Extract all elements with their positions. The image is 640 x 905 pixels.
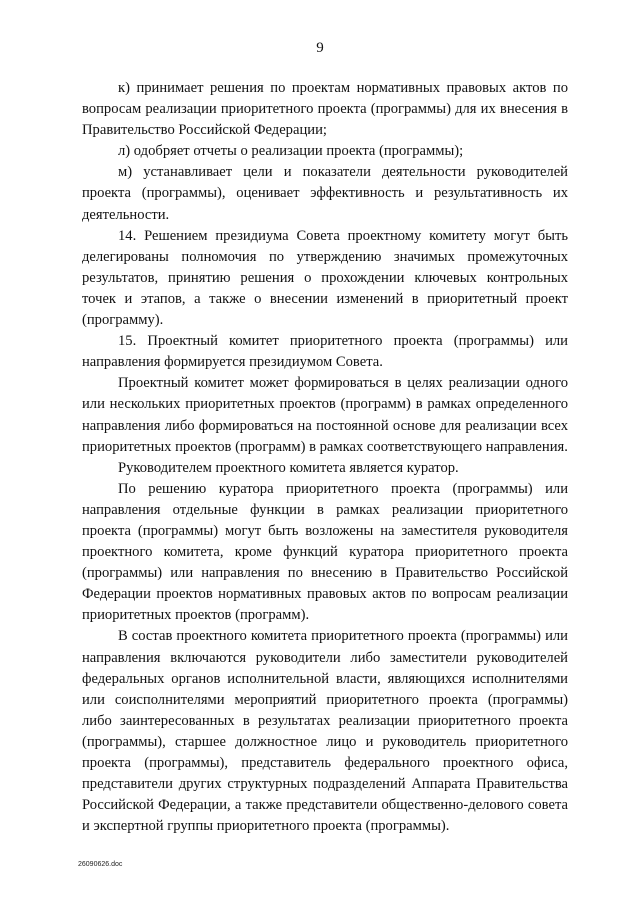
- paragraph-k: к) принимает решения по проектам нормативных правовых актов по вопросам реализации приоритетного проекта (программы) для их внесения в Правительство Российской Федерации;: [82, 80, 568, 139]
- footer-filename: 26090626.doc: [78, 861, 123, 868]
- paragraph-l: л) одобряет отчеты о реализации проекта (программы);: [118, 143, 464, 160]
- page-number: 9: [316, 40, 324, 56]
- paragraph-committee-head: Руководителем проектного комитета является куратор.: [118, 459, 459, 476]
- paragraph-m: м) устанавливает цели и показатели деятельности руководителей проекта (программы), оценивает эффективность и результативность их деятельности.: [82, 164, 568, 223]
- paragraph-committee-formation: Проектный комитет может формироваться в целях реализации одного или нескольких приоритетных проектов (программ) в рамках определенного направления либо формироваться на постоянной основе для реализации всех приоритетных проектов (программ) в рамках соответствующего направления.: [82, 375, 568, 455]
- paragraph-committee-composition: В состав проектного комитета приоритетного проекта (программы) или направления включаются руководители либо заместители руководителей федеральных органов исполнительной власти, являющихся исполнителями или соисполнителями мероприятий приоритетного проекта (программы) либо заинтересованных в результатах реализации приоритетного проекта (программы), старшее должностное лицо и руководитель приоритетного проекта (программы), представитель федерального проектного офиса, представители других структурных подразделений Аппарата Правительства Российской Федерации, а также представители общественно-делового совета и экспертной группы приоритетного проекта (программы).: [82, 628, 568, 835]
- paragraph-15: 15. Проектный комитет приоритетного проекта (программы) или направления формируется президиумом Совета.: [82, 333, 568, 371]
- paragraph-14: 14. Решением президиума Совета проектному комитету могут быть делегированы полномочия по утверждению значимых промежуточных результатов, принятию решения о прохождении ключевых контрольных точек и этапов, а также о внесении изменений в приоритетный проект (программу).: [82, 227, 568, 329]
- document-body: [82, 78, 568, 837]
- paragraph-curator-decision: По решению куратора приоритетного проекта (программы) или направления отдельные функции в рамках реализации приоритетного проекта (программы) могут быть возложены на заместителя руководителя проектного комитета, кроме функций куратора приоритетного проекта (программы) или направления по внесению в Правительство Российской Федерации проектов нормативных правовых актов по вопросам реализации приоритетных проектов (программ).: [82, 480, 568, 624]
